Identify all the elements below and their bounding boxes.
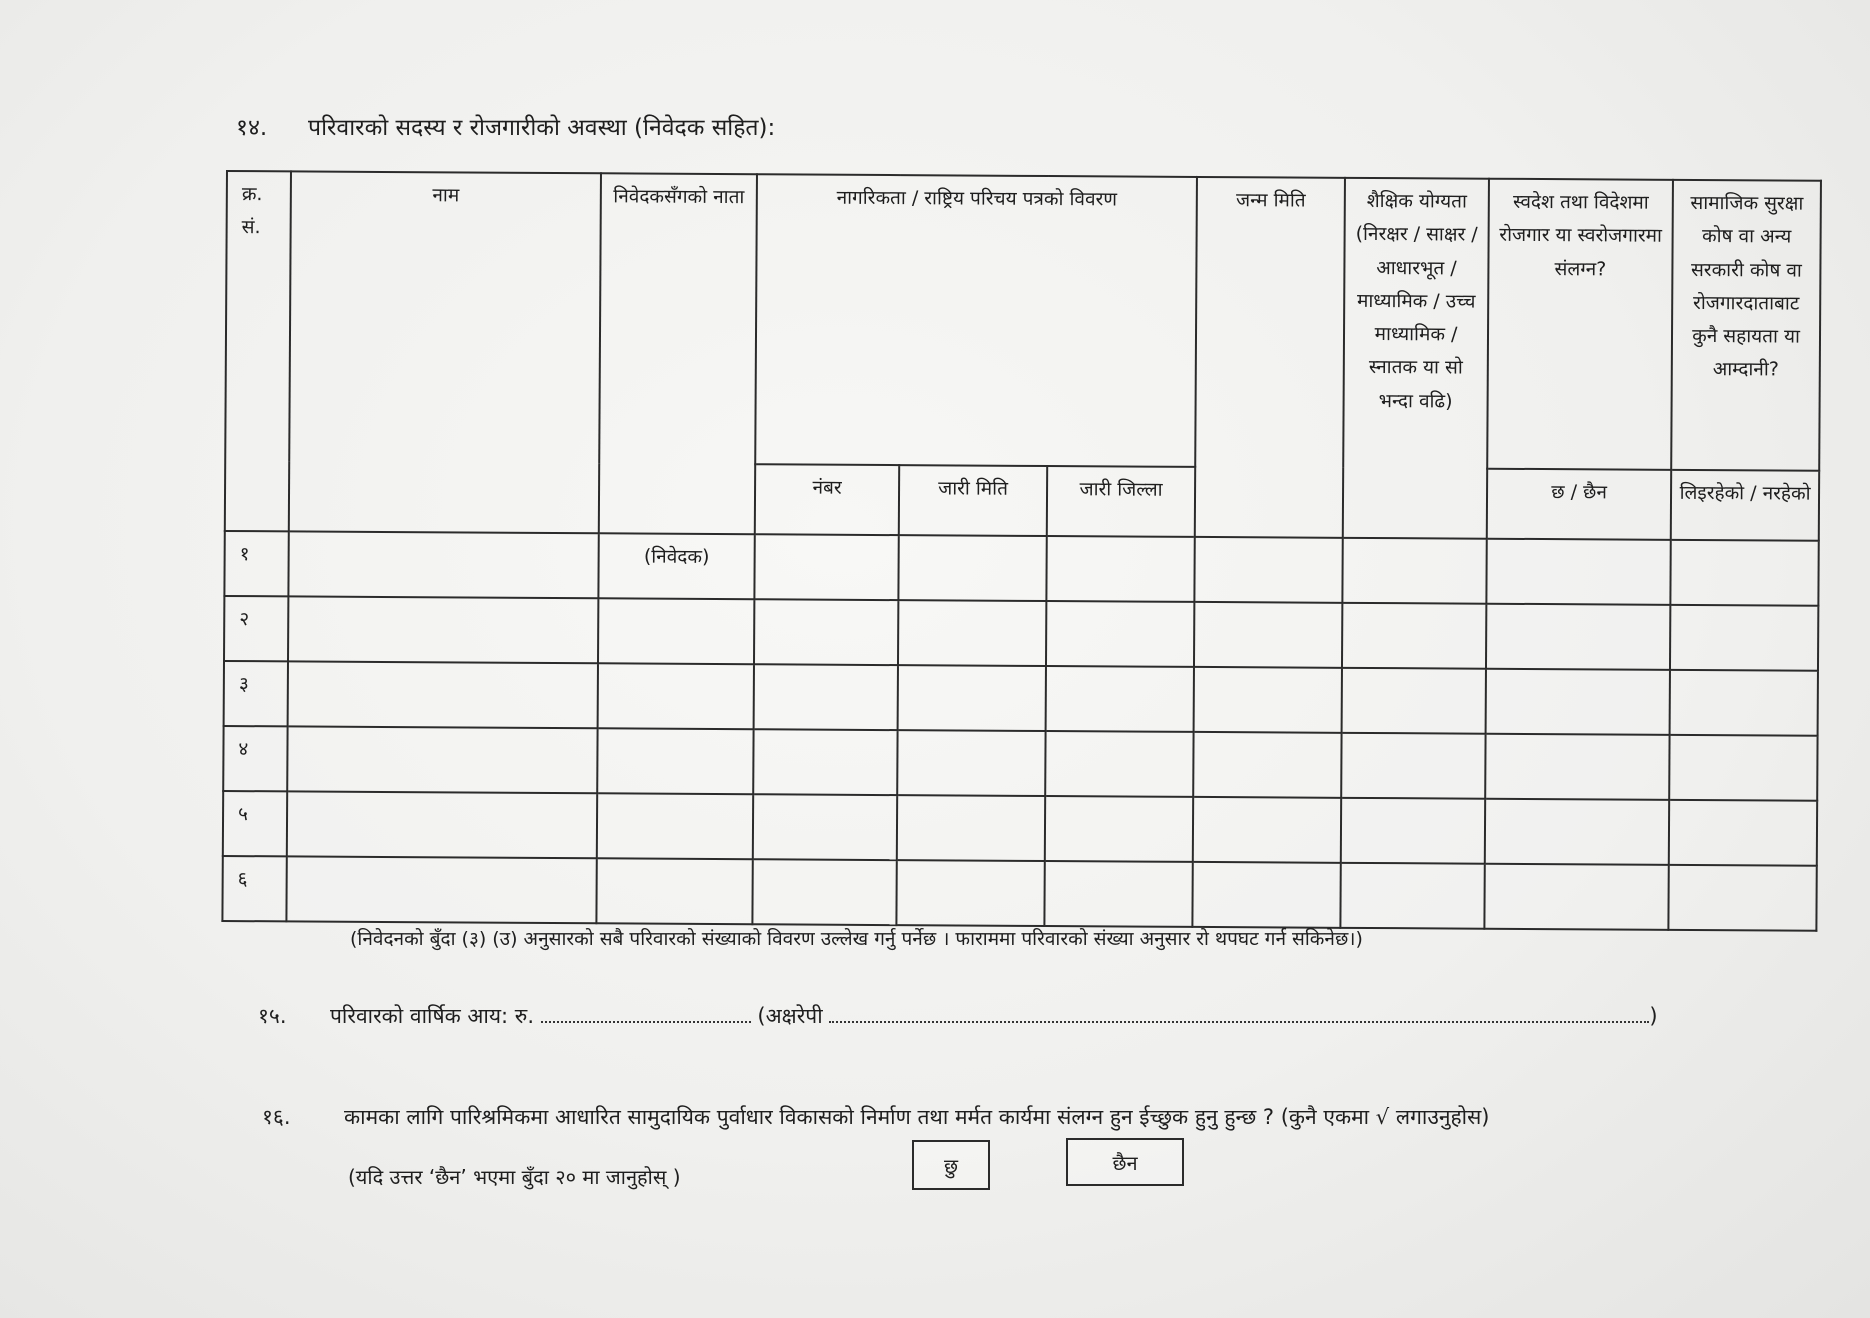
header-name: नाम [289, 171, 601, 533]
social-security-cell[interactable] [1670, 540, 1818, 606]
issue-date-cell[interactable] [898, 535, 1046, 601]
social-security-cell[interactable] [1670, 605, 1818, 671]
issue-district-cell[interactable] [1044, 861, 1192, 927]
issue-district-cell[interactable] [1046, 536, 1194, 602]
row-serial: १ [224, 531, 288, 596]
issue-date-cell[interactable] [897, 730, 1045, 796]
dob-cell[interactable] [1193, 797, 1341, 863]
header-employment-yes-no: छ / छैन [1487, 469, 1671, 540]
dob-cell[interactable] [1192, 862, 1340, 928]
name-cell[interactable] [287, 791, 597, 858]
q15-in-words-label: (अक्षरेपी [757, 1004, 823, 1028]
social-security-cell[interactable] [1669, 735, 1817, 801]
header-employment: स्वदेश तथा विदेशमा रोजगार या स्वरोजगारमा संलग्न? [1487, 179, 1673, 470]
q16-question: कामका लागि पारिश्रमिकमा आधारित सामुदायिक पुर्वाधार विकासको निर्माण तथा मर्मत कार्यमा संलग्न हुन ईच्छुक हुनु हुन्छ ? (कुनै एकमा √ लगाउनुहोस) [344, 1105, 1490, 1129]
issue-district-cell[interactable] [1046, 666, 1194, 732]
education-cell[interactable] [1342, 668, 1486, 734]
issue-date-cell[interactable] [897, 795, 1045, 861]
q15-in-words-close: ) [1649, 1004, 1658, 1028]
citizenship-number-cell[interactable] [754, 664, 898, 730]
option-no-label: छैन [1112, 1150, 1138, 1175]
name-cell[interactable] [287, 726, 597, 793]
education-cell[interactable] [1341, 733, 1485, 799]
relation-cell[interactable] [597, 728, 753, 794]
employment-cell[interactable] [1486, 669, 1670, 735]
table-row [223, 791, 1817, 866]
header-dob: जन्म मिति [1195, 177, 1345, 538]
issue-date-cell[interactable] [896, 860, 1044, 926]
header-social-security-status: लिइरहेको / नरहेको [1671, 470, 1819, 541]
header-relation: निवेदकसँगको नाता [599, 173, 757, 534]
header-social-security: सामाजिक सुरक्षा कोष वा अन्य सरकारी कोष वा रोजगारदाताबाट कुनै सहायता या आम्दानी? [1671, 180, 1821, 471]
education-cell[interactable] [1342, 538, 1486, 604]
relation-cell[interactable] [598, 598, 754, 664]
family-rows [222, 531, 1818, 931]
header-education: शैक्षिक योग्यता (निरक्षर / साक्षर / आधारभूत / माध्यामिक / उच्च माध्यामिक / स्नातक या सो भन्दा वढि) [1343, 178, 1489, 539]
employment-cell[interactable] [1485, 799, 1669, 865]
relation-cell[interactable]: (निवेदक) [598, 533, 754, 599]
option-yes-label: छु [943, 1153, 959, 1178]
q14-title: परिवारको सदस्य र रोजगारीको अवस्था (निवेदक सहित): [308, 115, 776, 141]
q14-number: १४. [236, 115, 268, 141]
header-citizenship-issue-district: जारी जिल्ला [1047, 466, 1195, 537]
q15-label: परिवारको वार्षिक आय: रु. [330, 1004, 535, 1028]
row-serial: ४ [223, 726, 287, 791]
option-yes-checkbox[interactable] [912, 1140, 990, 1190]
employment-cell[interactable] [1484, 864, 1668, 930]
name-cell[interactable] [288, 596, 598, 663]
row-serial: २ [224, 596, 288, 661]
citizenship-number-cell[interactable] [754, 534, 898, 600]
dob-cell[interactable] [1193, 732, 1341, 798]
table-row [222, 856, 1816, 931]
q15-number: १५. [258, 1004, 287, 1028]
relation-cell[interactable] [598, 663, 754, 729]
table-row [224, 531, 1818, 606]
dob-cell[interactable] [1194, 667, 1342, 733]
employment-cell[interactable] [1486, 604, 1670, 670]
row-serial: ६ [222, 856, 286, 921]
education-cell[interactable] [1340, 863, 1484, 929]
social-security-cell[interactable] [1668, 865, 1816, 931]
social-security-cell[interactable] [1670, 670, 1818, 736]
social-security-cell[interactable] [1669, 800, 1817, 866]
employment-cell[interactable] [1485, 734, 1669, 800]
q16-instruction: (यदि उत्तर ‘छैन’ भएमा बुँदा २० मा जानुहोस् ) [348, 1165, 681, 1189]
issue-district-cell[interactable] [1045, 796, 1193, 862]
row-serial: ३ [224, 661, 288, 726]
issue-date-cell[interactable] [898, 600, 1046, 666]
relation-cell[interactable] [597, 793, 753, 859]
header-serial: क्र. सं. [225, 171, 291, 531]
citizenship-number-cell[interactable] [754, 599, 898, 665]
table-row [224, 596, 1818, 671]
q16-number: १६. [262, 1105, 291, 1129]
table-row [224, 661, 1818, 736]
income-amount-field[interactable] [541, 1005, 751, 1023]
header-citizenship-issue-date: जारी मिति [899, 465, 1047, 536]
citizenship-number-cell[interactable] [752, 859, 896, 925]
q16-line [262, 1103, 1489, 1131]
citizenship-number-cell[interactable] [753, 729, 897, 795]
q15-income-line [258, 1002, 1658, 1030]
dob-cell[interactable] [1194, 602, 1342, 668]
table-note: (निवेदनको बुँदा (३) (उ) अनुसारको सबै परिवारको संख्याको विवरण उल्लेख गर्नु पर्नेछ । फाराममा परिवारको संख्या अनुसार रो थपघट गर्न सकिनेछ।) [350, 928, 1363, 950]
header-citizenship-number: नंबर [755, 464, 899, 535]
header-citizenship: नागरिकता / राष्ट्रिय परिचय पत्रको विवरण [755, 174, 1197, 467]
table-row [223, 726, 1817, 801]
name-cell[interactable] [286, 856, 596, 923]
employment-cell[interactable] [1486, 539, 1670, 605]
income-in-words-field[interactable] [829, 1005, 1649, 1023]
education-cell[interactable] [1341, 798, 1485, 864]
citizenship-number-cell[interactable] [753, 794, 897, 860]
option-no-checkbox[interactable] [1066, 1138, 1184, 1186]
family-members-table [221, 170, 1822, 932]
issue-district-cell[interactable] [1046, 601, 1194, 667]
row-serial: ५ [223, 791, 287, 856]
dob-cell[interactable] [1194, 537, 1342, 603]
q14-heading [236, 110, 775, 142]
issue-date-cell[interactable] [898, 665, 1046, 731]
relation-cell[interactable] [596, 858, 752, 924]
education-cell[interactable] [1342, 603, 1486, 669]
issue-district-cell[interactable] [1045, 731, 1193, 797]
name-cell[interactable] [288, 661, 598, 728]
name-cell[interactable] [288, 531, 598, 598]
